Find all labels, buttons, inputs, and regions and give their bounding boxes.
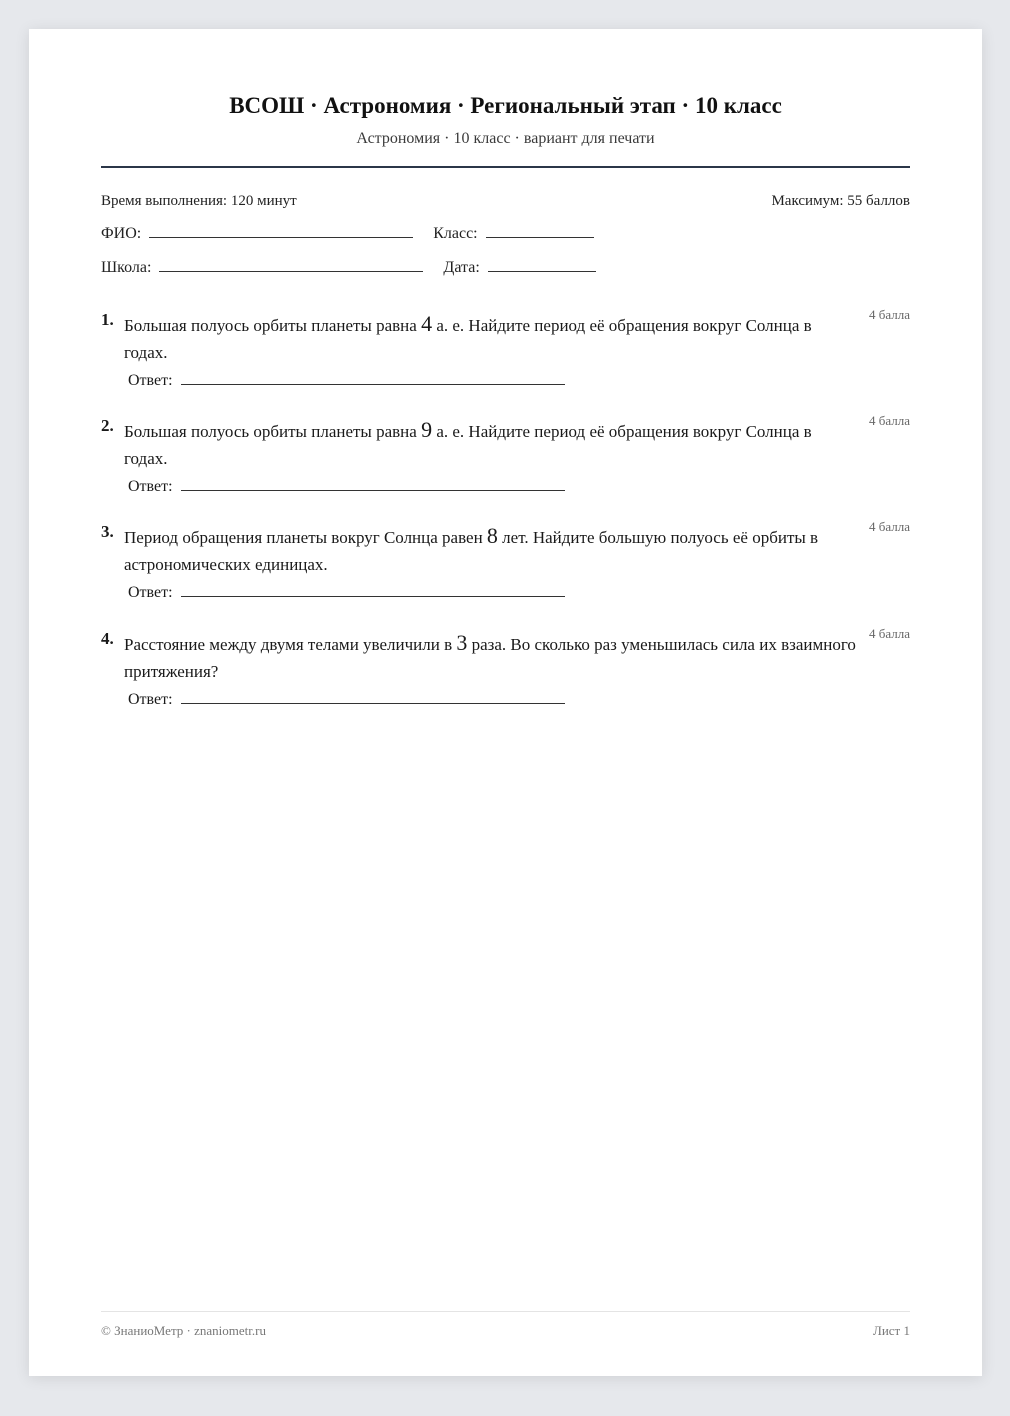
- answer-field[interactable]: [181, 490, 565, 491]
- answer-row: [128, 691, 565, 709]
- name-label: ФИО:: [101, 225, 142, 242]
- question-value: 4: [421, 311, 433, 336]
- header-divider: [101, 166, 910, 168]
- name-class-row: [101, 225, 594, 243]
- question-text: Расстояние между двумя телами увеличили в 3 раза. Во сколько раз уменьшилась сила их взаимного притяжения?: [124, 630, 856, 681]
- question-number: 4.: [101, 629, 114, 648]
- answer-label: Ответ:: [128, 691, 173, 708]
- name-field[interactable]: [149, 236, 413, 238]
- footer-divider: [101, 1311, 910, 1312]
- question-text: Большая полуось орбиты планеты равна 9 а. е. Найдите период её обращения вокруг Солнца в годах.: [124, 417, 812, 468]
- document-page: [29, 29, 982, 1376]
- footer-copyright: © ЗнаниоМетр · znaniometr.ru: [101, 1323, 266, 1338]
- question-points: 4 балла: [869, 307, 910, 322]
- answer-label: Ответ:: [128, 584, 173, 601]
- answer-field[interactable]: [181, 596, 565, 597]
- answer-label: Ответ:: [128, 372, 173, 389]
- class-label: Класс:: [433, 225, 478, 242]
- question-value: 9: [421, 417, 433, 442]
- time-limit: Время выполнения: 120 минут: [101, 193, 297, 209]
- sheet-number: Лист 1: [873, 1323, 910, 1338]
- question-number: 2.: [101, 416, 114, 435]
- page-title: ВСОШ · Астрономия · Региональный этап · 10 класс: [229, 93, 782, 118]
- question-number: 3.: [101, 522, 114, 541]
- question-points: 4 балла: [869, 626, 910, 641]
- question-points: 4 балла: [869, 519, 910, 534]
- question-value: 3: [456, 630, 468, 655]
- answer-row: [128, 584, 565, 602]
- max-score: Максимум: 55 баллов: [771, 193, 910, 209]
- answer-label: Ответ:: [128, 478, 173, 495]
- answer-field[interactable]: [181, 384, 565, 385]
- answer-row: [128, 372, 565, 390]
- school-label: Школа:: [101, 259, 152, 276]
- class-field[interactable]: [486, 236, 594, 238]
- school-date-row: [101, 259, 596, 277]
- question-text: Большая полуось орбиты планеты равна 4 а. е. Найдите период её обращения вокруг Солнца в годах.: [124, 311, 812, 362]
- question-text: Период обращения планеты вокруг Солнца равен 8 лет. Найдите большую полуось её орбиты в астрономических единицах.: [124, 523, 819, 574]
- date-label: Дата:: [443, 259, 480, 276]
- page-content: [101, 29, 910, 1376]
- question-points: 4 балла: [869, 413, 910, 428]
- page-subtitle: Астрономия · 10 класс · вариант для печати: [356, 130, 655, 147]
- question-value: 8: [486, 523, 498, 548]
- answer-field[interactable]: [181, 703, 565, 704]
- school-field[interactable]: [159, 270, 423, 272]
- answer-row: [128, 478, 565, 496]
- date-field[interactable]: [488, 270, 596, 272]
- question-number: 1.: [101, 310, 114, 329]
